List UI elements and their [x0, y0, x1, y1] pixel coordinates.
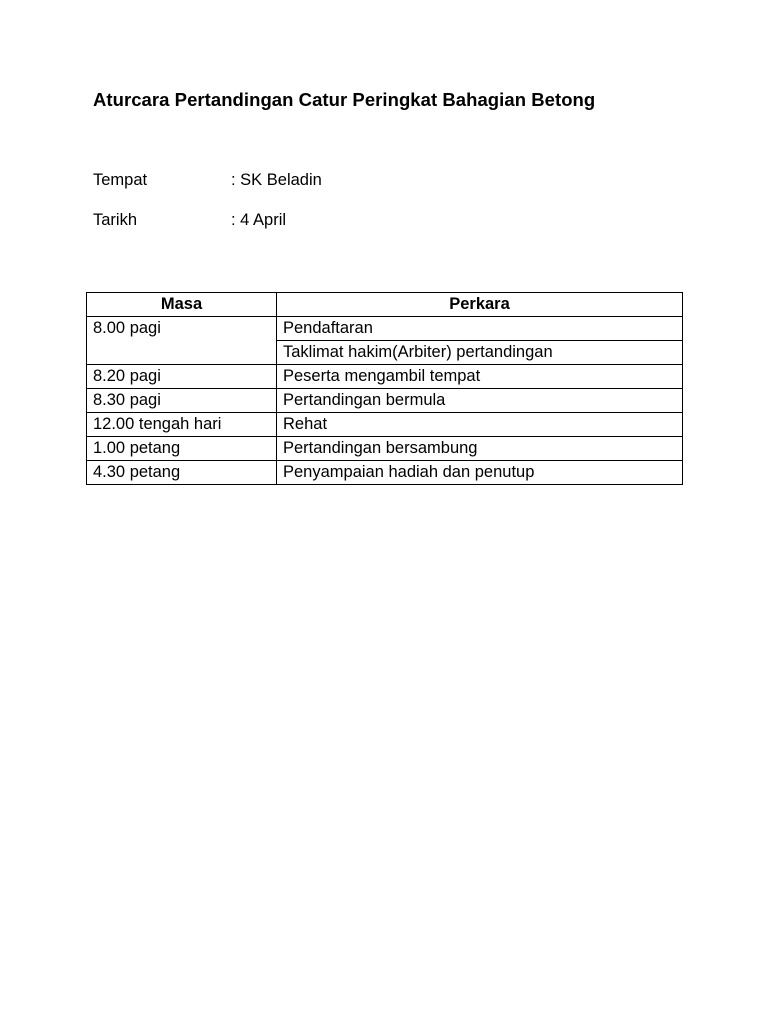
table-row	[87, 317, 683, 341]
header-perkara: Perkara	[277, 293, 683, 317]
cell-masa: 12.00 tengah hari	[87, 413, 277, 437]
cell-perkara: Rehat	[277, 413, 683, 437]
info-row-tempat	[93, 171, 322, 190]
cell-perkara: Pertandingan bermula	[277, 389, 683, 413]
header-masa: Masa	[87, 293, 277, 317]
table-row	[87, 461, 683, 485]
cell-masa	[87, 341, 277, 365]
info-value-tarikh: : 4 April	[231, 211, 287, 229]
info-label-tarikh: Tarikh	[93, 211, 138, 229]
cell-masa: 4.30 petang	[87, 461, 277, 485]
info-row-tarikh	[93, 211, 286, 230]
cell-perkara: Pertandingan bersambung	[277, 437, 683, 461]
cell-perkara: Penyampaian hadiah dan penutup	[277, 461, 683, 485]
page-title: Aturcara Pertandingan Catur Peringkat Bahagian Betong	[93, 89, 596, 110]
cell-perkara: Pendaftaran	[277, 317, 683, 341]
cell-masa: 1.00 petang	[87, 437, 277, 461]
cell-perkara: Peserta mengambil tempat	[277, 365, 683, 389]
cell-masa: 8.00 pagi	[87, 317, 277, 341]
table-row	[87, 437, 683, 461]
table-row	[87, 389, 683, 413]
schedule-table	[86, 292, 683, 485]
table-row	[87, 365, 683, 389]
table-header-row	[87, 293, 683, 317]
table-row	[87, 413, 683, 437]
info-label-tempat: Tempat	[93, 171, 148, 189]
cell-masa: 8.20 pagi	[87, 365, 277, 389]
cell-perkara: Taklimat hakim(Arbiter) pertandingan	[277, 341, 683, 365]
table-row	[87, 341, 683, 365]
info-value-tempat: : SK Beladin	[231, 171, 322, 189]
cell-masa: 8.30 pagi	[87, 389, 277, 413]
